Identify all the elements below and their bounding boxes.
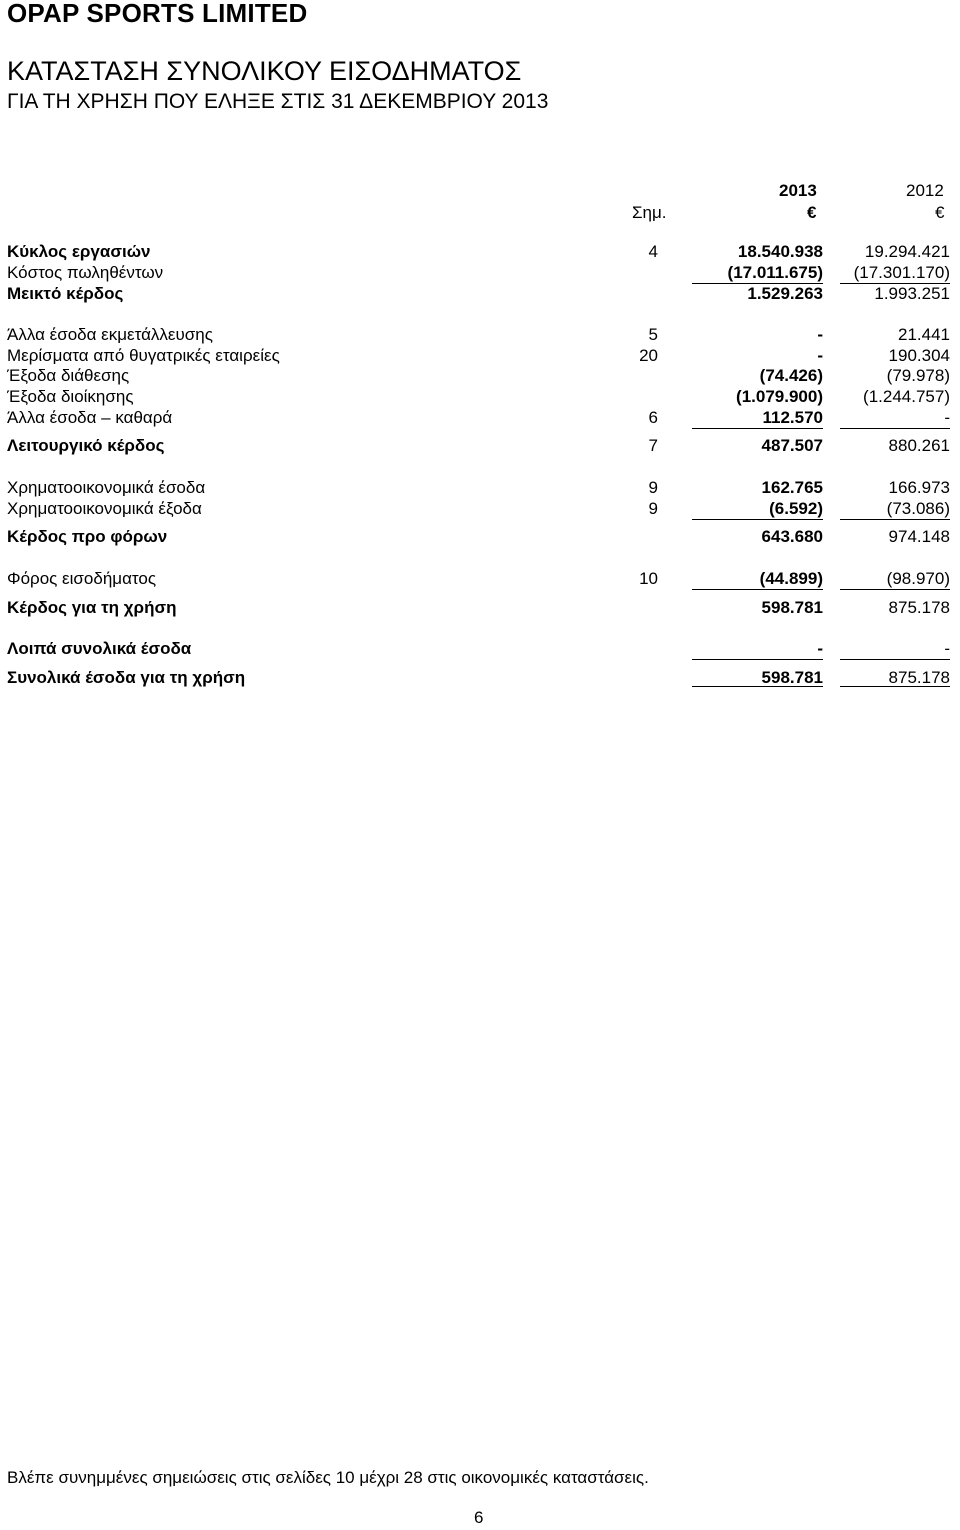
value-2012: 875.178 (888, 668, 950, 687)
value-2013: (74.426) (759, 366, 823, 385)
value-2013: 487.507 (761, 436, 823, 455)
value-2012: (17.301.170) (853, 263, 950, 282)
row-label: Χρηματοοικονομικά έσοδα (7, 478, 206, 497)
row-note: 9 (648, 478, 658, 497)
value-2013: (17.011.675) (727, 263, 823, 282)
row-income-tax (0, 569, 960, 591)
value-2013: (1.079.900) (736, 387, 823, 406)
rule-2012-oci (840, 659, 950, 660)
value-2013: - (817, 325, 823, 344)
value-2012: - (944, 408, 950, 427)
row-label: Κόστος πωληθέντων (7, 263, 164, 282)
company-name: OPAP SPORTS LIMITED (7, 0, 308, 28)
currency-2013: € (807, 203, 817, 222)
row-gross-profit (0, 284, 960, 306)
value-2012: 21.441 (898, 325, 950, 344)
row-label: Έξοδα διάθεσης (7, 366, 130, 385)
row-label: Μερίσματα από θυγατρικές εταιρείες (7, 346, 280, 365)
value-2012: - (944, 639, 950, 658)
row-note: 4 (648, 242, 658, 261)
page-number: 6 (474, 1508, 484, 1527)
row-label: Φόρος εισοδήματος (7, 569, 157, 588)
row-note: 10 (639, 569, 658, 588)
value-2012: (73.086) (886, 499, 950, 518)
row-label: Συνολικά έσοδα για τη χρήση (7, 668, 246, 687)
rule-2013-cost (692, 283, 823, 284)
row-label: Κέρδος για τη χρήση (7, 598, 177, 617)
value-2012: 1.993.251 (874, 284, 950, 303)
row-other-income-net (0, 408, 960, 430)
rule-2013-total (692, 686, 823, 687)
row-profit-before-tax (0, 527, 960, 549)
value-2012: 19.294.421 (864, 242, 950, 261)
value-2013: (6.592) (769, 499, 823, 518)
rule-2013-oci (692, 659, 823, 660)
row-label: Λειτουργικό κέρδος (7, 436, 165, 455)
value-2012: (79.978) (886, 366, 950, 385)
currency-2012: € (935, 203, 945, 222)
rule-2013-tax (692, 589, 823, 590)
row-note: 20 (639, 346, 658, 365)
rule-2012-tax (840, 589, 950, 590)
row-label: Κύκλος εργασιών (7, 242, 151, 261)
value-2012: 880.261 (888, 436, 950, 455)
row-label: Άλλα έσοδα – καθαρά (7, 408, 173, 427)
value-2013: 112.570 (762, 408, 823, 427)
column-header-note: Σημ. (632, 203, 667, 222)
statement-title: ΚΑΤΑΣΤΑΣΗ ΣΥΝΟΛΙΚΟΥ ΕΙΣΟΔΗΜΑΤΟΣ (7, 56, 522, 86)
row-other-operating-income (0, 325, 960, 347)
rule-2013-finance (692, 519, 823, 520)
value-2012: 190.304 (888, 346, 950, 365)
column-header-2012: 2012 (906, 181, 944, 200)
value-2013: 598.781 (761, 668, 823, 687)
rule-2012-finance (840, 519, 950, 520)
rule-2013-opex (692, 428, 823, 429)
value-2012: (98.970) (886, 569, 950, 588)
row-note: 9 (648, 499, 658, 518)
rule-2012-cost (840, 283, 950, 284)
column-header-2013: 2013 (779, 181, 817, 200)
row-admin-expenses (0, 387, 960, 409)
row-label: Χρηματοοικονομικά έξοδα (7, 499, 202, 518)
statement-period: ΓΙΑ ΤΗ ΧΡΗΣΗ ΠΟΥ ΕΛΗΞΕ ΣΤΙΣ 31 ΔΕΚΕΜΒΡΙΟΥ 2013 (7, 90, 549, 113)
row-cost-of-sales (0, 263, 960, 285)
value-2012: 875.178 (888, 598, 950, 617)
row-label: Άλλα έσοδα εκμετάλλευσης (7, 325, 213, 344)
value-2013: 1.529.263 (747, 284, 823, 303)
row-other-comprehensive-income (0, 639, 960, 661)
value-2012: 166.973 (888, 478, 950, 497)
row-operating-profit (0, 436, 960, 458)
row-revenue (0, 242, 960, 264)
row-label: Λοιπά συνολικά έσοδα (7, 639, 192, 658)
value-2012: (1.244.757) (863, 387, 950, 406)
row-note: 5 (648, 325, 658, 344)
row-profit-for-year (0, 598, 960, 620)
row-dividends-subsidiaries (0, 346, 960, 368)
rule-2012-opex (840, 428, 950, 429)
row-note: 6 (648, 408, 658, 427)
row-selling-expenses (0, 366, 960, 388)
value-2013: 598.781 (761, 598, 823, 617)
row-label: Κέρδος προ φόρων (7, 527, 168, 546)
value-2013: 643.680 (761, 527, 823, 546)
value-2013: 162.765 (761, 478, 823, 497)
row-label: Μεικτό κέρδος (7, 284, 124, 303)
row-note: 7 (648, 436, 658, 455)
footer-note: Βλέπε συνημμένες σημειώσεις στις σελίδες 10 μέχρι 28 στις οικονομικές καταστάσεις. (7, 1468, 649, 1487)
row-finance-income (0, 478, 960, 500)
value-2013: (44.899) (759, 569, 823, 588)
value-2012: 974.148 (888, 527, 950, 546)
value-2013: - (817, 346, 823, 365)
row-finance-costs (0, 499, 960, 521)
row-label: Έξοδα διοίκησης (7, 387, 134, 406)
rule-2012-total (840, 686, 950, 687)
value-2013: - (817, 639, 823, 658)
value-2013: 18.540.938 (737, 242, 823, 261)
